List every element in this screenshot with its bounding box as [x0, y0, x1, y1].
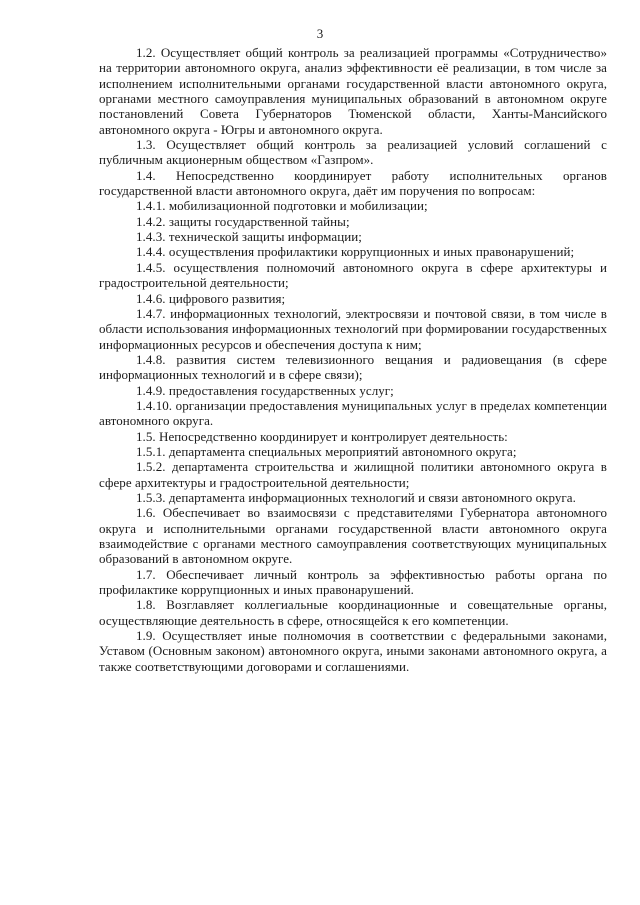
paragraph-1-7: 1.7. Обеспечивает личный контроль за эффективностью работы органа по профилактике коррупционных и иных правонарушений. [99, 566, 607, 598]
paragraph-1-5-3: 1.5.3. департамента информационных технологий и связи автономного округа. [136, 489, 576, 505]
paragraph-1-4-7: 1.4.7. информационных технологий, электросвязи и почтовой связи, в том числе в области использования информационных технологий при формировании государственных информационных ресурсов и обеспечения доступа к ним; [99, 305, 607, 352]
paragraph-1-5-2: 1.5.2. департамента строительства и жилищной политики автономного округа в сфере архитектуры и градостроительной деятельности; [99, 459, 607, 490]
paragraph-1-4-3: 1.4.3. технической защиты информации; [136, 229, 362, 245]
paragraph-1-3: 1.3. Осуществляет общий контроль за реализацией условий соглашений с публичным акционерным обществом «Газпром». [99, 137, 607, 168]
paragraph-1-4-2: 1.4.2. защиты государственной тайны; [136, 213, 350, 229]
document-body [99, 45, 607, 674]
paragraph-1-4-6: 1.4.6. цифрового развития; [136, 290, 286, 306]
paragraph-1-4-5: 1.4.5. осуществления полномочий автономного округа в сфере архитектуры и градостроительной деятельности; [99, 259, 607, 291]
paragraph-1-5-1: 1.5.1. департамента специальных мероприятий автономного округа; [136, 443, 517, 459]
paragraph-1-6: 1.6. Обеспечивает во взаимосвязи с представителями Губернатора автономного округа и исполнительными органами государственной власти автономного округа взаимодействие с органами местного самоуправления соответствующих муниципальных образований в автономном округе. [99, 505, 607, 567]
paragraph-1-4-4: 1.4.4. осуществления профилактики коррупционных и иных правонарушений; [136, 244, 575, 260]
paragraph-1-4: 1.4. Непосредственно координирует работу исполнительных органов государственной власти автономного округа, даёт им поручения по вопросам: [99, 167, 607, 199]
paragraph-1-9: 1.9. Осуществляет иные полномочия в соответствии с федеральными законами, Уставом (Основным законом) автономного округа, иными законами автономного округа, а также соответствующими договорами и соглашениями. [99, 628, 607, 674]
page-number: 3 [316, 26, 324, 41]
paragraph-1-4-1: 1.4.1. мобилизационной подготовки и мобилизации; [136, 198, 428, 214]
paragraph-1-5: 1.5. Непосредственно координирует и контролирует деятельность: [136, 428, 508, 444]
paragraph-1-4-10: 1.4.10. организации предоставления муниципальных услуг в пределах компетенции автономного округа. [99, 397, 607, 429]
paragraph-1-8: 1.8. Возглавляет коллегиальные координационные и совещательные органы, осуществляющие деятельность в сфере, относящейся к его компетенции. [99, 597, 607, 628]
paragraph-1-4-8: 1.4.8. развития систем телевизионного вещания и радиовещания (в сфере информационных технологий и в сфере связи); [99, 351, 607, 383]
paragraph-1-2: 1.2. Осуществляет общий контроль за реализацией программы «Сотрудничество» на территории автономного округа, анализ эффективности её реализации, в том числе за исполнением исполнительными органами государственной власти автономного округа, органами местного самоуправления муниципальных образований в автономном округе постановлений Совета Губернаторов Тюменской области, Ханты-Мансийского автономного округа - Югры и автономного округа. [99, 45, 607, 137]
paragraph-1-4-9: 1.4.9. предоставления государственных услуг; [136, 382, 394, 398]
